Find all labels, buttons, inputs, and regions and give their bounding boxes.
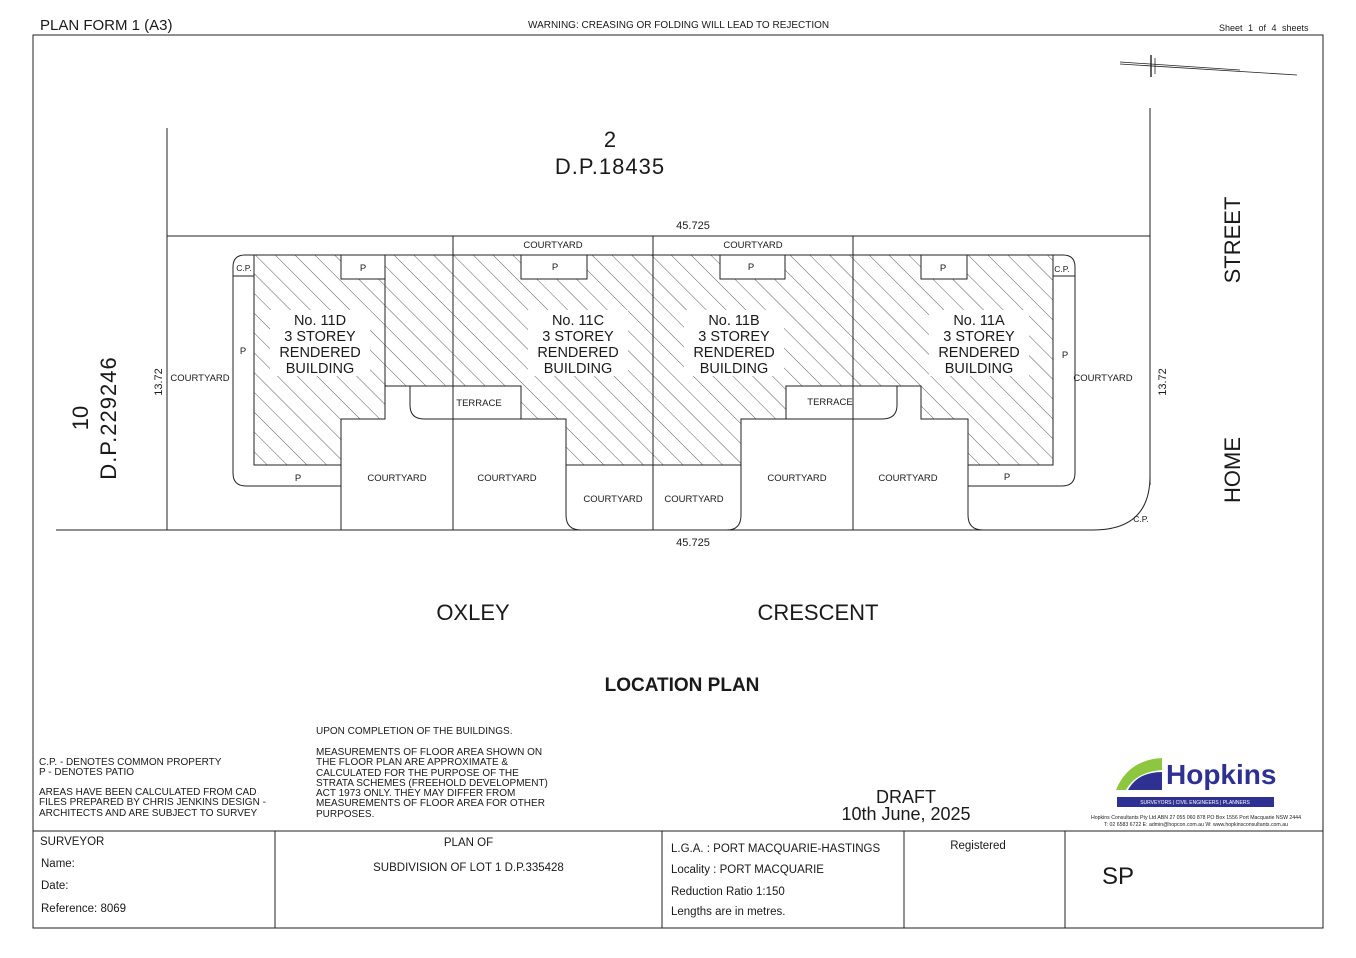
lga-field: L.G.A. : PORT MACQUARIE-HASTINGS	[671, 843, 881, 855]
west-lot-dp: D.P.229246	[96, 356, 121, 480]
bottom-dimension: 45.725	[676, 537, 710, 549]
terrace-label: TERRACE	[456, 398, 502, 409]
legend-notes: C.P. - DENOTES COMMON PROPERTY P - DENOTES PATIO	[39, 757, 222, 779]
patio-label: P	[239, 346, 247, 357]
measurement-notes: MEASUREMENTS OF FLOOR AREA SHOWN ON THE FLOOR PLAN ARE APPROXIMATE & CALCULATED FOR THE PURPOSE OF THE STRATA SCHEMES (FREEHOLD DEVELOPMENT) ACT 1973 ONLY. THEY MAY DIFFER FROM MEASUREMENTS OF FLOOR AREA FOR OTHER PURPOSES.	[316, 747, 548, 820]
courtyard-label: COURTYARD	[1073, 373, 1133, 384]
strata-plan-number: SP	[1102, 863, 1135, 890]
patio-label: P	[1003, 472, 1011, 483]
svg-text:No. 11B: No. 11B	[708, 313, 760, 329]
courtyard-label: COURTYARD	[767, 473, 827, 484]
logo-contact: T: 02 6583 6722 E: admin@hopcon.com.au W: www.hopkinsconsultants.com.au	[1104, 822, 1288, 828]
location-plan-title: LOCATION PLAN	[604, 675, 760, 696]
patio-label: P	[551, 262, 559, 273]
svg-text:BUILDING: BUILDING	[543, 361, 613, 377]
west-lot-number: 10	[68, 405, 93, 431]
logo-services: SURVEYORS | CIVIL ENGINEERS | PLANNERS	[1140, 800, 1250, 806]
logo-name: Hopkins	[1166, 759, 1277, 790]
north-lot-dp: D.P.18435	[554, 154, 666, 179]
street-name-east-2: HOME	[1220, 437, 1245, 503]
svg-text:No. 11D: No. 11D	[293, 313, 347, 329]
courtyard-label: COURTYARD	[477, 473, 537, 484]
top-dimension: 45.725	[676, 220, 710, 232]
svg-text:3 STOREY: 3 STOREY	[284, 329, 356, 345]
courtyard-label: COURTYARD	[523, 240, 583, 251]
locality-field: Locality : PORT MACQUARIE	[671, 864, 824, 876]
patio-label: P	[294, 473, 302, 484]
surveyor-name: Name:	[41, 858, 75, 870]
plan-of-heading: PLAN OF	[443, 837, 494, 849]
svg-text:3 STOREY: 3 STOREY	[698, 329, 770, 345]
svg-text:BUILDING: BUILDING	[944, 361, 1014, 377]
lengths-note: Lengths are in metres.	[671, 906, 786, 918]
common-property-label: C.P.	[1133, 514, 1149, 524]
hopkins-logo	[1091, 758, 1301, 828]
patio-label: P	[1061, 350, 1069, 361]
svg-text:BUILDING: BUILDING	[699, 361, 769, 377]
surveyor-heading: SURVEYOR	[40, 836, 105, 848]
svg-text:RENDERED: RENDERED	[537, 345, 619, 361]
sheet-number: Sheet 1 of 4 sheets	[1219, 23, 1309, 33]
patio-label: P	[359, 263, 367, 274]
street-name-south-2: CRESCENT	[757, 600, 879, 625]
svg-text:BUILDING: BUILDING	[285, 361, 355, 377]
survey-reference: Reference: 8069	[41, 903, 127, 915]
north-lot-number: 2	[603, 127, 617, 152]
svg-text:No. 11C: No. 11C	[551, 313, 605, 329]
svg-text:RENDERED: RENDERED	[279, 345, 361, 361]
completion-note: UPON COMPLETION OF THE BUILDINGS.	[316, 726, 513, 737]
warning-text: WARNING: CREASING OR FOLDING WILL LEAD TO REJECTION	[528, 20, 830, 31]
common-property-label: C.P.	[1054, 264, 1070, 274]
street-name-east-1: STREET	[1220, 196, 1245, 284]
right-dimension: 13.72	[1157, 368, 1169, 396]
north-arrow-icon	[1120, 55, 1297, 77]
left-dimension: 13.72	[153, 368, 165, 396]
building-11b-label	[684, 310, 784, 377]
terrace-label: TERRACE	[807, 397, 853, 408]
logo-address: Hopkins Consultants Pty Ltd ABN 27 055 060 878 PO Box 1556 Port Macquarie NSW 2444	[1091, 815, 1301, 821]
courtyard-label: COURTYARD	[170, 373, 230, 384]
courtyard-label: COURTYARD	[723, 240, 783, 251]
courtyard-label: COURTYARD	[878, 473, 938, 484]
subdivision-description: SUBDIVISION OF LOT 1 D.P.335428	[373, 862, 564, 874]
reduction-ratio: Reduction Ratio 1:150	[671, 886, 785, 898]
svg-text:3 STOREY: 3 STOREY	[542, 329, 614, 345]
draft-stamp: DRAFT 10th June, 2025	[841, 787, 971, 824]
courtyard-label: COURTYARD	[367, 473, 427, 484]
common-property-label: C.P.	[236, 263, 252, 273]
courtyard-label: COURTYARD	[664, 494, 724, 505]
building-11c-label	[528, 310, 628, 377]
svg-text:RENDERED: RENDERED	[693, 345, 775, 361]
building-11d-label	[270, 310, 370, 377]
registered-field: Registered	[950, 840, 1006, 852]
svg-text:RENDERED: RENDERED	[938, 345, 1020, 361]
building-11a-label	[929, 310, 1029, 377]
street-name-south-1: OXLEY	[436, 600, 510, 625]
area-notes: AREAS HAVE BEEN CALCULATED FROM CAD FILES PREPARED BY CHRIS JENKINS DESIGN - ARCHITECTS AND ARE SUBJECT TO SURVEY	[39, 787, 266, 819]
patio-label: P	[939, 263, 947, 274]
form-title: PLAN FORM 1 (A3)	[40, 17, 173, 34]
survey-date: Date:	[41, 880, 69, 892]
svg-text:No. 11A: No. 11A	[953, 313, 1005, 329]
svg-text:3 STOREY: 3 STOREY	[943, 329, 1015, 345]
patio-label: P	[747, 262, 755, 273]
courtyard-label: COURTYARD	[583, 494, 643, 505]
